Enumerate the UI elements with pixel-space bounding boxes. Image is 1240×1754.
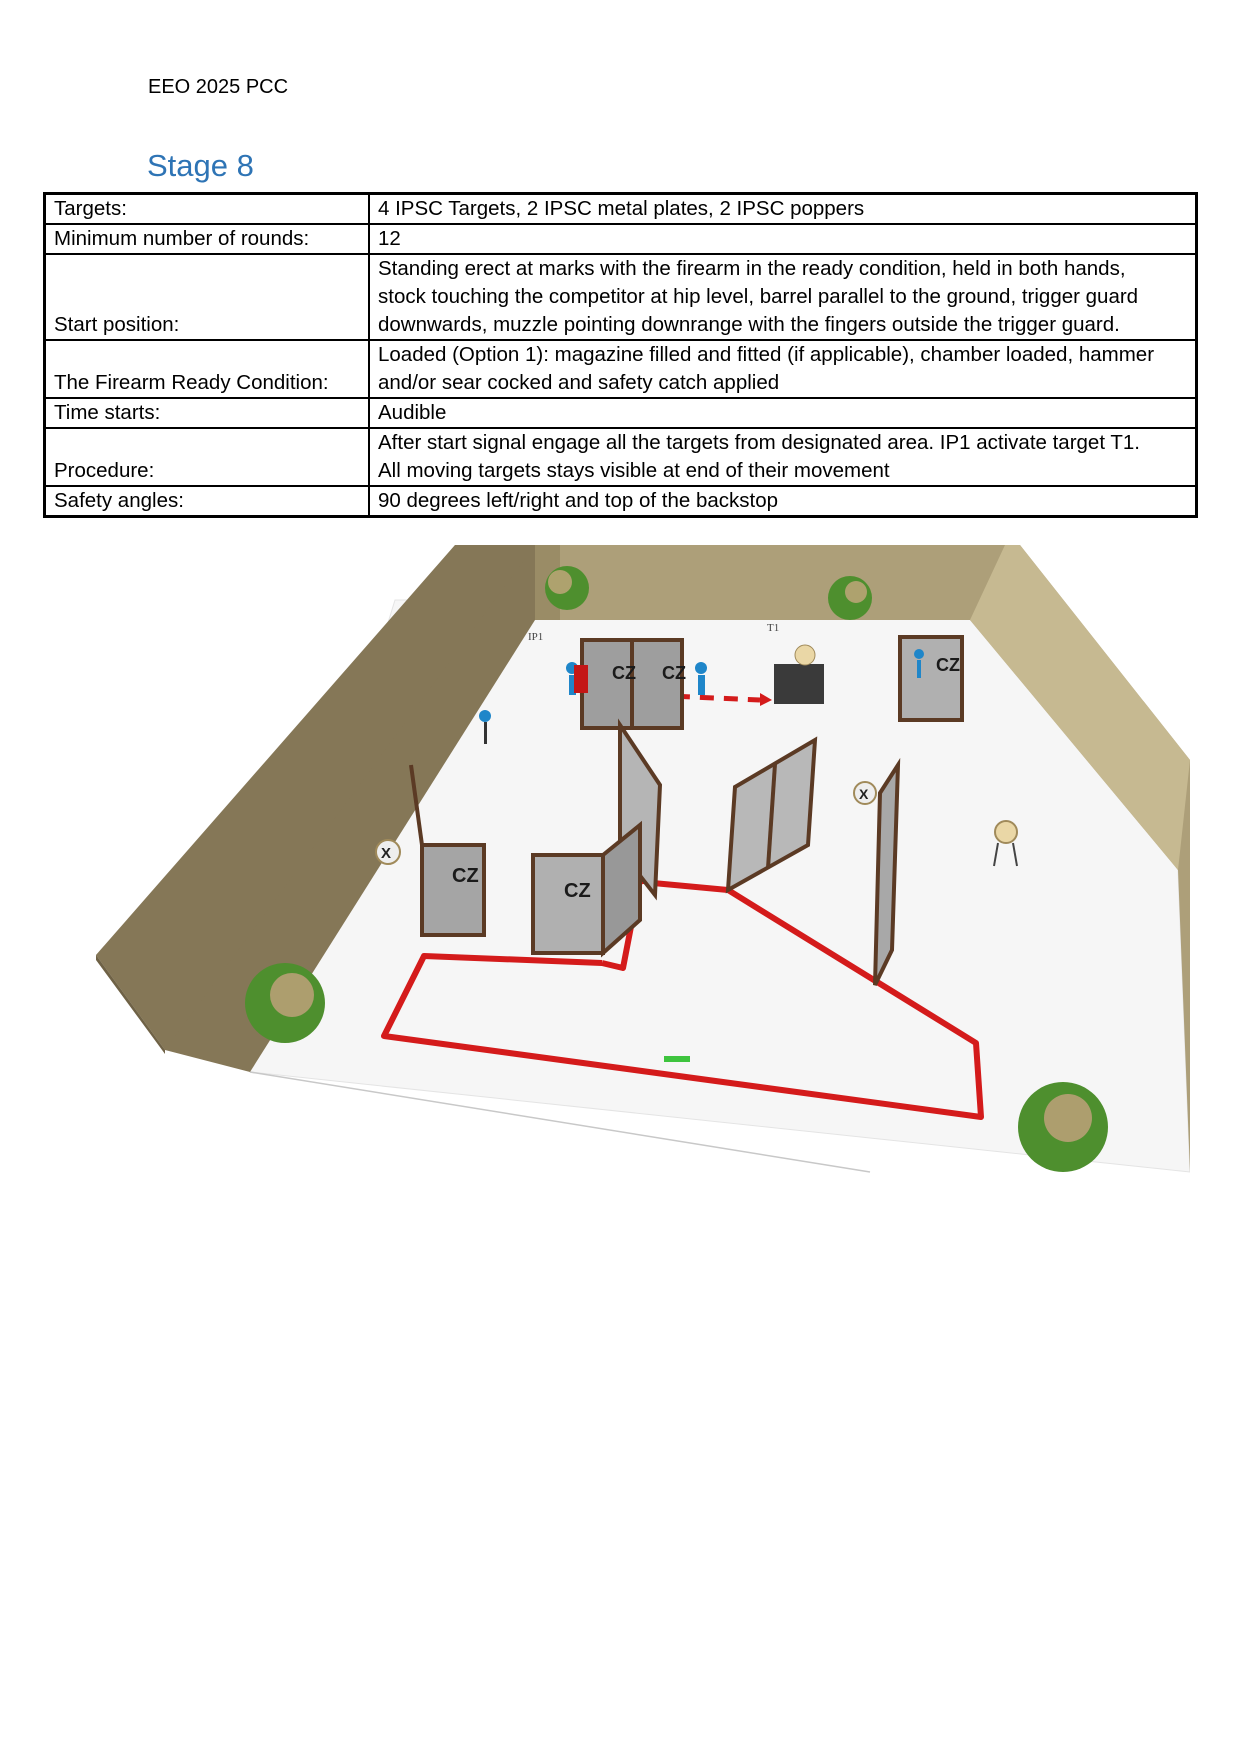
- row-value: [369, 254, 1197, 340]
- stage-layout-figure: [96, 545, 1190, 1177]
- row-label: Time starts:: [45, 398, 370, 428]
- value-line: downwards, muzzle pointing downrange with the fingers outside the trigger guard.: [378, 313, 1120, 336]
- barricade: [582, 640, 682, 728]
- value-line: Loaded (Option 1): magazine filled and fitted (if applicable), chamber loaded, hammer: [378, 343, 1155, 366]
- row-value: 4 IPSC Targets, 2 IPSC metal plates, 2 IPSC poppers: [369, 194, 1197, 225]
- wall-logo-text: CZ: [662, 663, 686, 683]
- barricade: [900, 637, 962, 720]
- no-shoot-mark: X: [381, 845, 392, 862]
- stage-title: Stage 8: [147, 148, 254, 183]
- value-line: All moving targets stays visible at end of their movement: [378, 459, 890, 482]
- row-label: The Firearm Ready Condition:: [45, 340, 370, 398]
- table-row: [45, 254, 1197, 340]
- value-line: Standing erect at marks with the firearm in the ready condition, held in both hands,: [378, 257, 1126, 280]
- table-row: [45, 194, 1197, 225]
- document-header: EEO 2025 PCC: [148, 76, 289, 98]
- value-line: and/or sear cocked and safety catch applied: [378, 371, 780, 394]
- row-label: Procedure:: [45, 428, 370, 486]
- row-label: Safety angles:: [45, 486, 370, 517]
- table-row: [45, 428, 1197, 486]
- no-shoot-target: [376, 840, 400, 864]
- table-row: [45, 398, 1197, 428]
- row-value: [369, 428, 1197, 486]
- row-label: Minimum number of rounds:: [45, 224, 370, 254]
- no-shoot-mark: X: [859, 786, 869, 802]
- stage-brief-table: [43, 192, 1198, 518]
- bush-icon: [245, 963, 325, 1043]
- value-line: stock touching the competitor at hip level, barrel parallel to the ground, trigger guard: [378, 285, 1139, 308]
- row-value: 90 degrees left/right and top of the backstop: [369, 486, 1197, 517]
- table-row: [45, 486, 1197, 517]
- bush-icon: [828, 576, 872, 620]
- row-label: Targets:: [45, 194, 370, 225]
- table-row: [45, 224, 1197, 254]
- wall-logo-text: CZ: [564, 880, 591, 902]
- no-shoot-target: [854, 782, 876, 804]
- wall-logo-text: CZ: [452, 865, 479, 887]
- wall-logo-text: CZ: [612, 663, 636, 683]
- bush-icon: [545, 566, 589, 610]
- ip1-activator: [574, 665, 588, 693]
- start-mark: [664, 1056, 690, 1062]
- wall-logo-text: CZ: [936, 655, 960, 675]
- ip1-label: IP1: [528, 631, 544, 643]
- value-line: After start signal engage all the targets from designated area. IP1 activate target T1.: [378, 431, 1140, 454]
- row-value: Audible: [369, 398, 1197, 428]
- row-value: 12: [369, 224, 1197, 254]
- row-value: [369, 340, 1197, 398]
- bush-icon: [1018, 1082, 1108, 1172]
- row-label: Start position:: [45, 254, 370, 340]
- back-berm: [535, 545, 1020, 620]
- table-row: [45, 340, 1197, 398]
- t1-label: T1: [767, 622, 780, 634]
